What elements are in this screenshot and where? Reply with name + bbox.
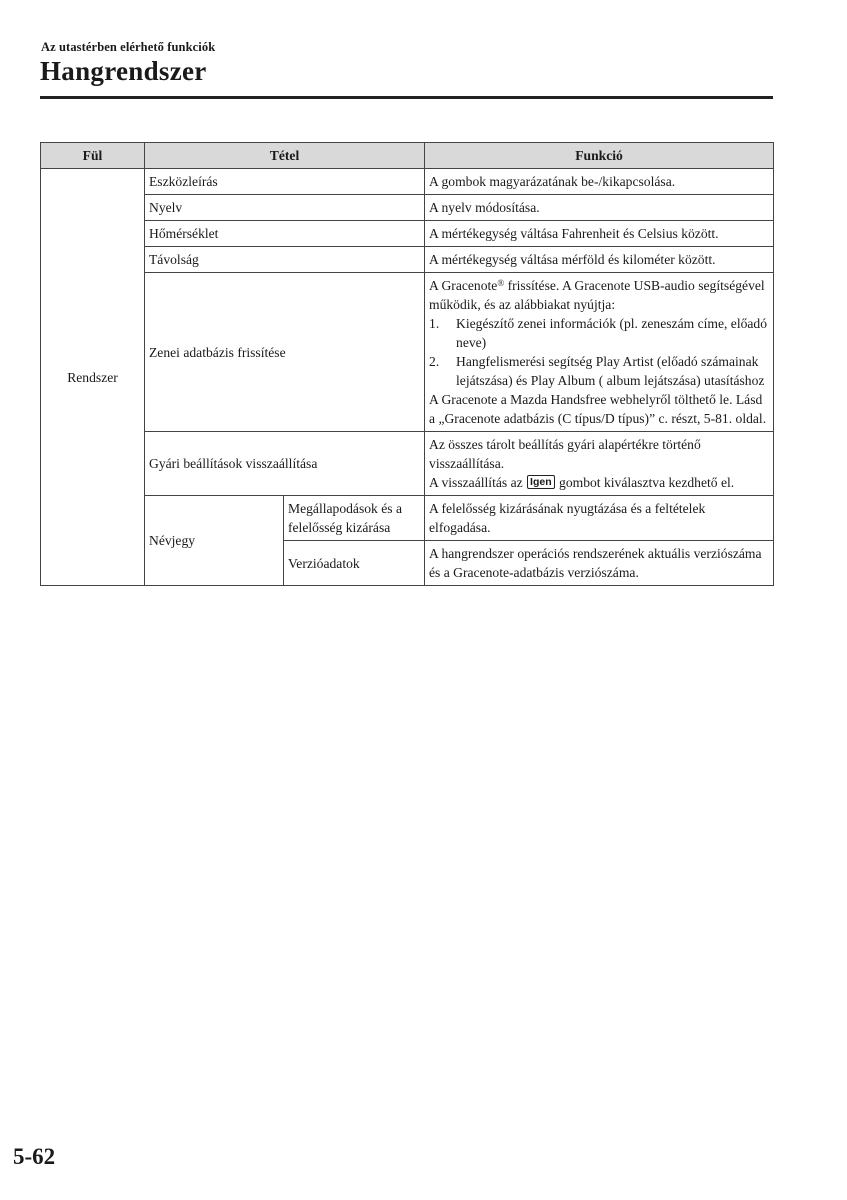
table-row	[41, 273, 774, 432]
list-item: 2. Hangfelismerési segítség Play Artist (előadó számainak lejátszása) és Play Album ( album lejátszása) utasításhoz	[429, 354, 765, 388]
table-row	[41, 221, 774, 247]
item-cell: Gyári beállítások visszaállítása	[145, 432, 425, 496]
function-line: A visszaállítás az Igen gombot kiválasztva kezdhető el.	[429, 475, 735, 490]
registered-mark: ®	[497, 278, 505, 288]
page-title: Hangrendszer	[40, 56, 207, 86]
table-row	[41, 247, 774, 273]
table-row	[41, 496, 774, 541]
item-cell: Hőmérséklet	[145, 221, 425, 247]
function-cell	[425, 432, 774, 496]
function-cell: A gombok magyarázatának be-/kikapcsolása.	[425, 169, 774, 195]
function-line: Az összes tárolt beállítás gyári alapértékre történő visszaállítása.	[429, 437, 701, 471]
subitem-cell: Verzióadatok	[284, 541, 425, 586]
igen-key-badge: Igen	[527, 475, 555, 489]
function-cell: A hangrendszer operációs rendszerének aktuális verziószáma és a Gracenote-adatbázis verziószáma.	[425, 541, 774, 586]
title-divider	[40, 96, 773, 99]
function-cell: A nyelv módosítása.	[425, 195, 774, 221]
column-header-tab: Fül	[41, 143, 145, 169]
table-row	[41, 169, 774, 195]
item-cell: Névjegy	[145, 496, 284, 586]
item-cell: Nyelv	[145, 195, 425, 221]
list-item: 1. Kiegészítő zenei információk (pl. zeneszám címe, előadó neve)	[429, 316, 768, 350]
column-header-item: Tétel	[145, 143, 425, 169]
function-cell	[425, 273, 774, 432]
table-row	[41, 195, 774, 221]
column-header-function: Funkció	[425, 143, 774, 169]
function-list	[429, 314, 769, 390]
function-cell: A felelősség kizárásának nyugtázása és a feltételek elfogadása.	[425, 496, 774, 541]
item-cell: Eszközleírás	[145, 169, 425, 195]
table-row	[41, 432, 774, 496]
item-cell: Zenei adatbázis frissítése	[145, 273, 425, 432]
function-intro: A Gracenote® frissítése. A Gracenote USB-audio segítségével működik, és az alábbiakat nyújtja:	[429, 278, 765, 312]
tab-cell: Rendszer	[41, 169, 145, 586]
item-cell: Távolság	[145, 247, 425, 273]
subitem-cell: Megállapodások és a felelősség kizárása	[284, 496, 425, 541]
settings-table	[40, 142, 774, 586]
function-cell: A mértékegység váltása mérföld és kilométer között.	[425, 247, 774, 273]
table-header-row	[41, 143, 774, 169]
section-label: Az utastérben elérhető funkciók	[41, 40, 216, 54]
function-cell: A mértékegység váltása Fahrenheit és Celsius között.	[425, 221, 774, 247]
function-outro: A Gracenote a Mazda Handsfree webhelyről tölthető le. Lásd a „Gracenote adatbázis (C típus/D típus)” c. részt, 5-81. oldal.	[429, 392, 767, 426]
page-number: 5-62	[13, 1144, 56, 1169]
